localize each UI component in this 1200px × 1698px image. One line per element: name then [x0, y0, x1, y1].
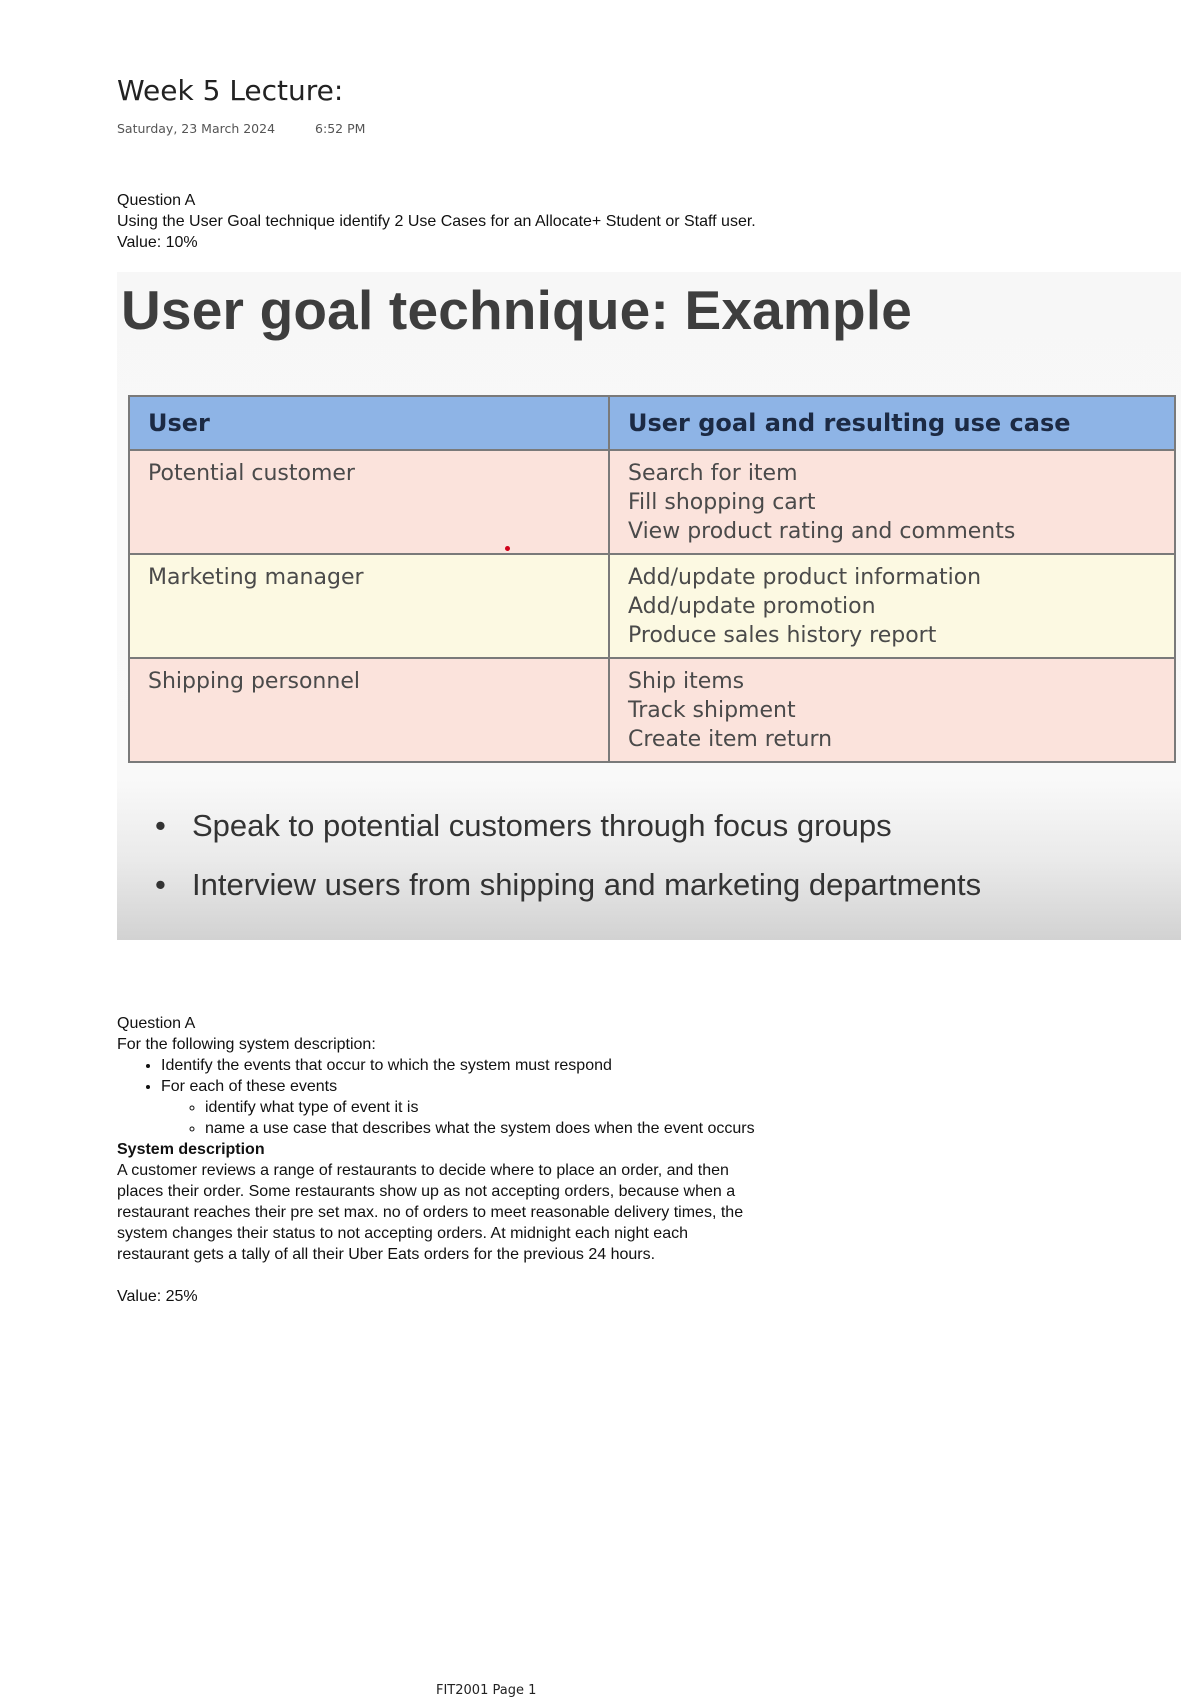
goal-item: Add/update product information [628, 565, 982, 590]
table-cell-user: Potential customer [129, 450, 609, 554]
question2-sublist [161, 1097, 755, 1139]
table-header-goal: User goal and resulting use case [609, 396, 1175, 450]
table-cell-user: Shipping personnel [129, 658, 609, 762]
goal-item: Create item return [628, 727, 833, 752]
question2-list [117, 1055, 755, 1139]
goal-item: View product rating and comments [628, 519, 1016, 544]
table-row [129, 450, 1175, 554]
system-description-line: system changes their status to not accepting orders. At midnight each night each [117, 1225, 688, 1242]
page-title: Week 5 Lecture: [117, 74, 344, 107]
question2-bullet-text: For each of these events [161, 1078, 338, 1095]
goal-item: Produce sales history report [628, 623, 937, 648]
goal-item: Track shipment [628, 698, 796, 723]
page-time: 6:52 PM [315, 121, 366, 136]
user-goal-table [128, 395, 1176, 763]
question2-value: Value: 25% [117, 1288, 198, 1305]
question2-block [117, 1013, 755, 1307]
table-cell-goals [609, 658, 1175, 762]
question1-value: Value: 10% [117, 234, 198, 251]
page-meta [117, 121, 365, 136]
spacer [117, 1265, 755, 1286]
system-description-line: places their order. Some restaurants show up as not accepting orders, because when a [117, 1183, 736, 1200]
question1-prompt: Using the User Goal technique identify 2 Use Cases for an Allocate+ Student or Staff user. [117, 213, 756, 230]
system-description-line: restaurant reaches their pre set max. no of orders to meet reasonable delivery times, the [117, 1204, 744, 1221]
goal-item: Fill shopping cart [628, 490, 816, 515]
page-date: Saturday, 23 March 2024 [117, 121, 276, 136]
table-header-row [129, 396, 1175, 450]
question2-intro: For the following system description: [117, 1036, 376, 1053]
slide-image [117, 272, 1181, 940]
question2-heading: Question A [117, 1015, 196, 1032]
goal-item: Search for item [628, 461, 798, 486]
question1-block [117, 190, 756, 253]
question2-bullet: • Identify the events that occur to which the system must respond [161, 1055, 755, 1076]
table-row [129, 658, 1175, 762]
slide-bullet: • Interview users from shipping and marketing departments [155, 867, 981, 926]
question2-subbullet: ◦ name a use case that describes what the system does when the event occurs [205, 1118, 755, 1139]
table-row [129, 554, 1175, 658]
question2-bullet [161, 1076, 755, 1139]
page-footer: FIT2001 Page 1 [436, 1683, 537, 1698]
goal-item: Ship items [628, 669, 745, 694]
question1-heading: Question A [117, 192, 196, 209]
table-cell-goals [609, 554, 1175, 658]
table-header-user: User [129, 396, 609, 450]
question2-subbullet: ◦ identify what type of event it is [205, 1097, 755, 1118]
slide-bullet: • Speak to potential customers through focus groups [155, 808, 981, 867]
system-description-heading: System description [117, 1141, 265, 1158]
system-description-line: A customer reviews a range of restaurants to decide where to place an order, and then [117, 1162, 729, 1179]
table-cell-goals [609, 450, 1175, 554]
red-dot-mark [505, 546, 510, 551]
goal-item: Add/update promotion [628, 594, 876, 619]
system-description-line: restaurant gets a tally of all their Uber Eats orders for the previous 24 hours. [117, 1246, 656, 1263]
table-cell-user: Marketing manager [129, 554, 609, 658]
slide-bullet-list [155, 808, 981, 926]
slide-title: User goal technique: Example [121, 279, 913, 341]
